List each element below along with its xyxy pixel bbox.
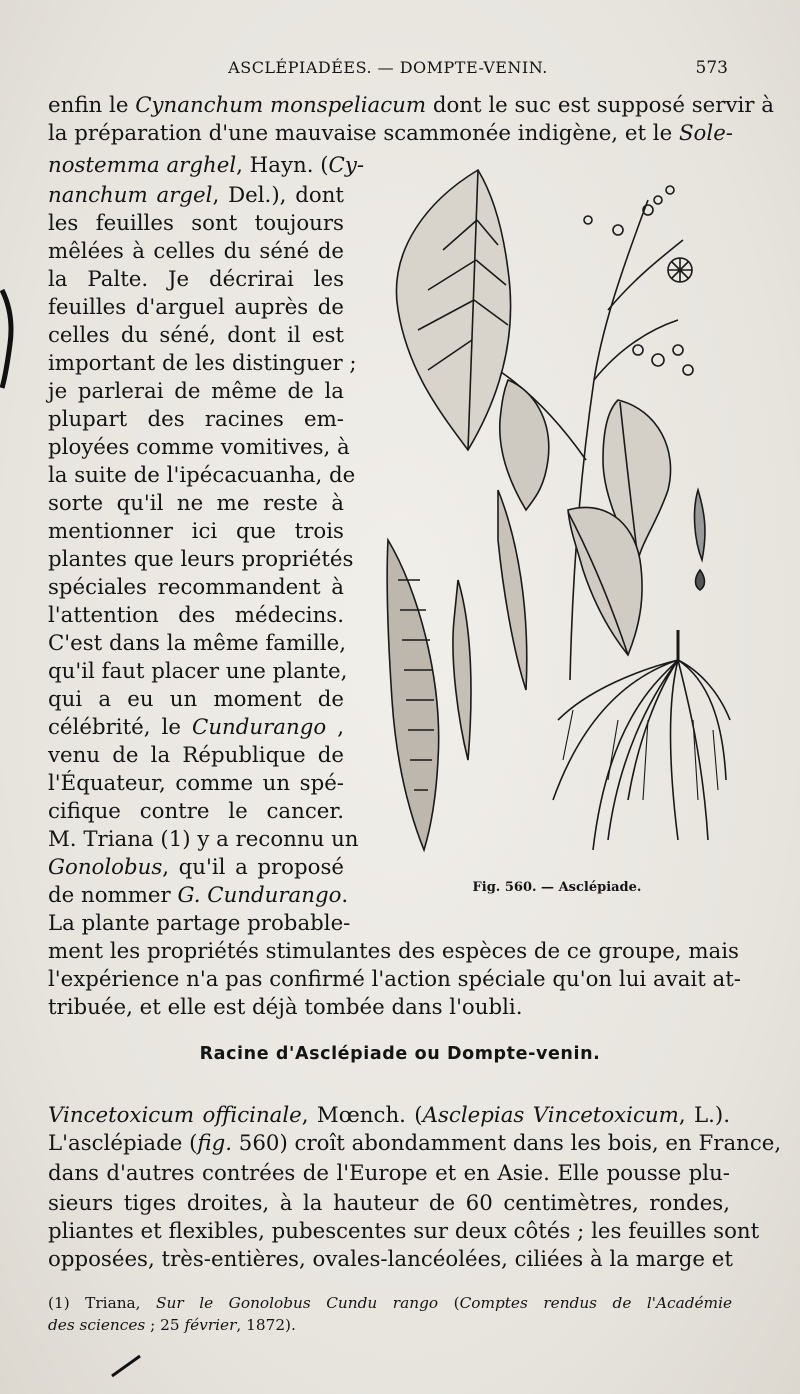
- text-line: La plante partage probable-: [48, 911, 351, 936]
- margin-mark: [0, 284, 16, 394]
- text-line: venu de la République de: [48, 743, 344, 768]
- text-line: important de les distinguer ;: [48, 351, 357, 376]
- text-line: ployées comme vomitives, à: [48, 435, 350, 460]
- text-line: M. Triana (1) y a reconnu un: [48, 827, 359, 852]
- text-line: célébrité, le Cundurango ,: [48, 715, 344, 740]
- text-line: celles du séné, dont il est: [48, 323, 344, 348]
- text-line: je parlerai de même de la: [48, 379, 344, 404]
- text-line: Gonolobus, qu'il a proposé: [48, 855, 344, 880]
- text-line: la Palte. Je décrirai les: [48, 267, 344, 292]
- text-line: cifique contre le cancer.: [48, 799, 344, 824]
- text-line: l'Équateur, comme un spé-: [48, 771, 344, 796]
- text-line: l'expérience n'a pas confirmé l'action spéciale qu'on lui avait at-: [48, 967, 742, 992]
- header-title: ASCLÉPIADÉES. — DOMPTE-VENIN.: [228, 58, 548, 77]
- text-line: nanchum argel, Del.), dont: [48, 183, 344, 208]
- text-line: la préparation d'une mauvaise scammonée indigène, et le Sole-: [48, 121, 733, 146]
- text-line: Vincetoxicum officinale, Mœnch. (Asclepias Vincetoxicum, L.).: [48, 1103, 730, 1128]
- text-line: les feuilles sont toujours: [48, 211, 344, 236]
- text-line: nostemma arghel, Hayn. (Cy-: [48, 153, 365, 178]
- text-line: qu'il faut placer une plante,: [48, 659, 348, 684]
- running-header: [48, 58, 728, 84]
- text-line: qui a eu un moment de: [48, 687, 344, 712]
- figure-caption: Fig. 560. — Asclépiade.: [472, 880, 642, 895]
- text-line: plantes que leurs propriétés: [48, 547, 354, 572]
- text-line: sieurs tiges droites, à la hauteur de 60 centimètres, rondes,: [48, 1191, 730, 1216]
- footnote-line: des sciences ; 25 février, 1872).: [48, 1316, 296, 1334]
- text-line: L'asclépiade (fig. 560) croît abondamment dans les bois, en France,: [48, 1131, 782, 1156]
- text-line: opposées, très-entières, ovales-lancéolées, ciliées à la marge et: [48, 1247, 733, 1272]
- text-line: feuilles d'arguel auprès de: [48, 295, 344, 320]
- footnote-line: (1) Triana, Sur le Gonolobus Cundu rango (Comptes rendus de l'Académie: [48, 1294, 733, 1312]
- section-title: Racine d'Asclépiade ou Dompte-venin.: [199, 1044, 601, 1064]
- text-line: ment les propriétés stimulantes des espèces de ce groupe, mais: [48, 939, 739, 964]
- text-line: C'est dans la même famille,: [48, 631, 346, 656]
- text-line: dans d'autres contrées de l'Europe et en Asie. Elle pousse plu-: [48, 1161, 730, 1186]
- page-number: 573: [695, 58, 728, 78]
- text-line: de nommer G. Cundurango.: [48, 883, 349, 908]
- text-line: sorte qu'il ne me reste à: [48, 491, 344, 516]
- text-line: mentionner ici que trois: [48, 519, 344, 544]
- text-line: mêlées à celles du séné de: [48, 239, 344, 264]
- text-line: enfin le Cynanchum monspeliacum dont le suc est supposé servir à: [48, 93, 774, 118]
- text-line: plupart des racines em-: [48, 407, 344, 432]
- text-line: spéciales recommandent à: [48, 575, 344, 600]
- pen-mark: [108, 1352, 144, 1378]
- asclepiade-illustration: [358, 160, 738, 860]
- text-line: l'attention des médecins.: [48, 603, 344, 628]
- text-line: la suite de l'ipécacuanha, de: [48, 463, 356, 488]
- text-line: tribuée, et elle est déjà tombée dans l'oubli.: [48, 995, 523, 1020]
- text-line: pliantes et flexibles, pubescentes sur deux côtés ; les feuilles sont: [48, 1219, 760, 1244]
